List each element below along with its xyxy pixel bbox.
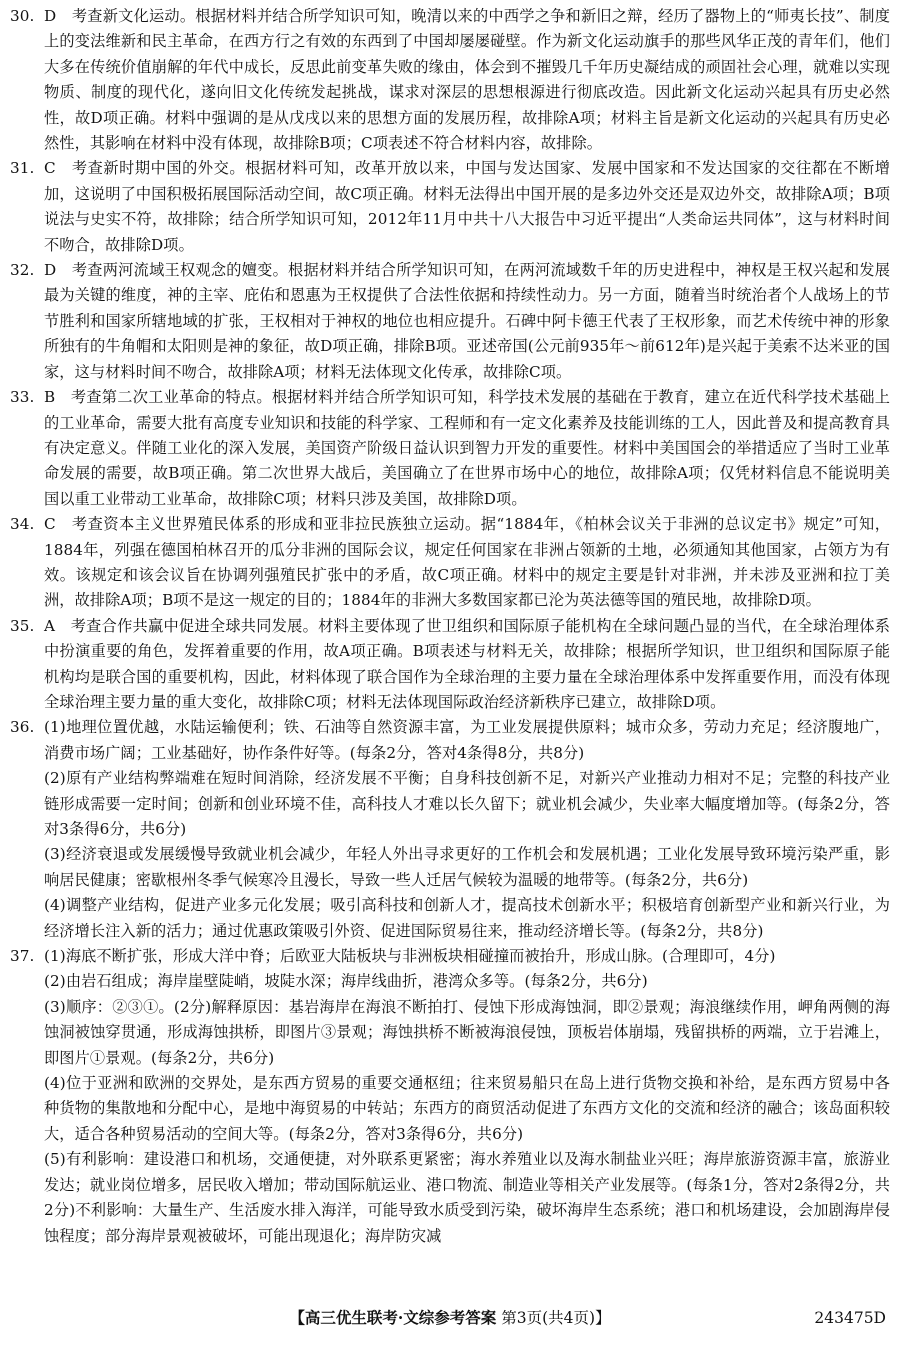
footer-title-line [0, 1304, 900, 1332]
item-number: 34. [10, 515, 35, 534]
item-text: D 考查新文化运动。根据材料并结合所学知识可知，晚清以来的中西学之争和新旧之辩，经历了器物上的“师夷长技”、制度上的变法维新和民主革命，在西方行之有效的东西到了中国却屡屡碰壁。作为新文化运动旗手的那些风华正茂的青年们，他们大多在传统价值崩解的年代中成长，反思此前变革失败的缘由，体会到不摧毁几千年历史凝结成的顽固社会心理，就难以实现物质、制度的现代化，遂向旧文化传统发起挑战，谋求对深层的思想根源进行彻底改造。因此新文化运动兴起具有历史必然性，故D项正确。材料中强调的是从戊戌以来的思想方面的发展历程，故排除A项；材料主旨是新文化运动的兴起具有历史必然性，其影响在材料中没有体现，故排除B项；C项表述不符合材料内容，故排除。 [44, 7, 890, 153]
item-parts [44, 715, 890, 944]
item-text: B 考查第二次工业革命的特点。根据材料并结合所学知识可知，科学技术发展的基础在于教育，建立在近代科学技术基础上的工业革命，需要大批有高度专业知识和技能的科学家、工程师和有一定文化素养及技能训练的工人，因此普及和提高教育具有决定意义。伴随工业化的深入发展，美国资产阶级日益认识到智力开发的重要性。材料中美国国会的举措适应了当时工业革命发展的需要，故B项正确。第二次世界大战后，美国确立了在世界市场中心的地位，故排除A项；仅凭材料信息不能说明美国以重工业带动工业革命，故排除C项；材料只涉及美国，故排除D项。 [44, 388, 890, 508]
sub-answer: (1)海底不断扩张，形成大洋中脊；后欧亚大陆板块与非洲板块相碰撞而被抬升，形成山脉。(合理即可，4分) [44, 947, 776, 966]
item-number: 33. [10, 388, 35, 407]
answer-item-31 [10, 156, 890, 258]
answer-item-37 [10, 944, 890, 1249]
answer-item-30 [10, 4, 890, 156]
answer-item-34 [10, 512, 890, 614]
item-number: 32. [10, 261, 35, 280]
answer-content [10, 4, 890, 1249]
answer-item-32 [10, 258, 890, 385]
item-text: D 考查两河流域王权观念的嬗变。根据材料并结合所学知识可知，在两河流域数千年的历史进程中，神权是王权兴起和发展最为关键的维度，神的主宰、庇佑和恩惠为王权提供了合法性依据和持续性动力。另一方面，随着当时统治者个人战场上的节节胜利和国家所辖地域的扩张，王权相对于神权的地位也相应提升。石碑中阿卡德王代表了王权形象，而艺术传统中神的形象所独有的牛角帽和太阳则是神的象征，故D项正确，排除B项。亚述帝国(公元前935年～前612年)是兴起于美索不达米亚的国家，这与材料时间不吻合，故排除A项；材料无法体现文化传承，故排除C项。 [44, 261, 890, 381]
page-footer [0, 1304, 900, 1332]
sub-answer: (3)顺序：②③①。(2分)解释原因：基岩海岸在海浪不断拍打、侵蚀下形成海蚀洞，即②景观；海浪继续作用，岬角两侧的海蚀洞被蚀穿贯通，形成海蚀拱桥，即图片③景观；海蚀拱桥不断被海浪侵蚀，顶板岩体崩塌，残留拱桥的两端，立于岩滩上，即图片①景观。(每条2分，共6分) [44, 997, 890, 1067]
item-text: A 考查合作共赢中促进全球共同发展。材料主要体现了世卫组织和国际原子能机构在全球问题凸显的当代，在全球治理体系中扮演重要的角色，发挥着重要的作用，故A项正确。B项表述与材料无关，故排除；根据所学知识，世卫组织和国际原子能机构均是联合国的重要机构，因此，材料体现了联合国作为全球治理的主要力量在全球治理体系中发挥重要作用，而没有体现全球治理主要力量的重大变化，故排除C项；材料无法体现国际政治经济新秩序已建立，故排除D项。 [44, 616, 890, 711]
item-text: C 考查资本主义世界殖民体系的形成和亚非拉民族独立运动。据“1884年，《柏林会议关于非洲的总议定书》规定”可知，1884年，列强在德国柏林召开的瓜分非洲的国际会议，规定任何国家在非洲占领新的土地，必须通知其他国家，占领方为有效。该规定和该会议旨在协调列强殖民扩张中的矛盾，故C项正确。材料中的规定主要是针对非洲，并未涉及亚洲和拉丁美洲，故排除A项；B项不是这一规定的目的；1884年的非洲大多数国家都已沦为英法德等国的殖民地，故排除D项。 [44, 515, 890, 610]
footer-page-number: 第3页(共4页)】 [501, 1309, 611, 1327]
answer-item-33 [10, 385, 890, 512]
sub-answer: (5)有利影响：建设港口和机场，交通便捷，对外联系更紧密；海水养殖业以及海水制盐业兴旺；海岸旅游资源丰富，旅游业发达；就业岗位增多，居民收入增加；带动国际航运业、港口物流、制造业等相关产业发展等。(每条1分，答对2条得2分，共2分)不利影响：大量生产、生活废水排入海洋，可能导致水质受到污染，破坏海岸生态系统；港口和机场建设，会加剧海岸侵蚀程度；部分海岸景观被破坏，可能出现退化；海岸防灾减 [44, 1150, 890, 1245]
footer-title: 【高三优生联考·文综参考答案 [289, 1308, 497, 1327]
item-number: 37. [10, 947, 35, 966]
sub-answer: (3)经济衰退或发展缓慢导致就业机会减少，年轻人外出寻求更好的工作机会和发展机遇；工业化发展导致环境污染严重，影响居民健康；密歇根州冬季气候寒冷且漫长，导致一些人迁居气候较为温暖的地带等。(每条2分，共6分) [44, 845, 890, 889]
sub-answer: (4)位于亚洲和欧洲的交界处，是东西方贸易的重要交通枢纽；往来贸易船只在岛上进行货物交换和补给，是东西方贸易中各种货物的集散地和分配中心，是地中海贸易的中转站；东西方的商贸活动促进了东西方文化的交流和经济的融合；该岛面积较大，适合各种贸易活动的空间大等。(每条2分，答对3条得6分，共6分) [44, 1074, 890, 1143]
item-number: 36. [10, 718, 35, 737]
sub-answer: (2)由岩石组成；海岸崖壁陡峭，坡陡水深；海岸线曲折，港湾众多等。(每条2分，共6分) [44, 972, 648, 991]
item-number: 31. [10, 159, 35, 178]
item-number: 30. [10, 7, 35, 25]
sub-answer: (1)地理位置优越，水陆运输便利；铁、石油等自然资源丰富，为工业发展提供原料；城市众多，劳动力充足；经济腹地广，消费市场广阔；工业基础好，协作条件好等。(每条2分，答对4条得8分，共8分) [44, 718, 890, 762]
answer-item-36 [10, 715, 890, 944]
item-parts [44, 944, 890, 1249]
sub-answer: (2)原有产业结构弊端难在短时间消除，经济发展不平衡；自身科技创新不足，对新兴产业推动力相对不足；完整的科技产业链形成需要一定时间；创新和创业环境不佳，高科技人才难以长久留下；就业机会减少，失业率大幅度增加等。(每条2分，答对3条得6分，共6分) [44, 769, 890, 838]
footer-code: 243475D [814, 1309, 886, 1327]
answer-item-35 [10, 614, 890, 716]
item-text: C 考查新时期中国的外交。根据材料可知，改革开放以来，中国与发达国家、发展中国家和不发达国家的交往都在不断增加，这说明了中国积极拓展国际活动空间，故C项正确。材料无法得出中国开展的是多边外交还是双边外交，故排除A项；B项说法与史实不符，故排除；结合所学知识可知，2012年11月中共十八大报告中习近平提出“人类命运共同体”，这与材料时间不吻合，故排除D项。 [44, 159, 890, 254]
item-number: 35. [10, 616, 35, 635]
sub-answer: (4)调整产业结构，促进产业多元化发展；吸引高科技和创新人才，提高技术创新水平；积极培育创新型产业和新兴行业，为经济增长注入新的活力；通过优惠政策吸引外资、促进国际贸易往来，推动经济增长等。(每条2分，共8分) [44, 896, 890, 940]
